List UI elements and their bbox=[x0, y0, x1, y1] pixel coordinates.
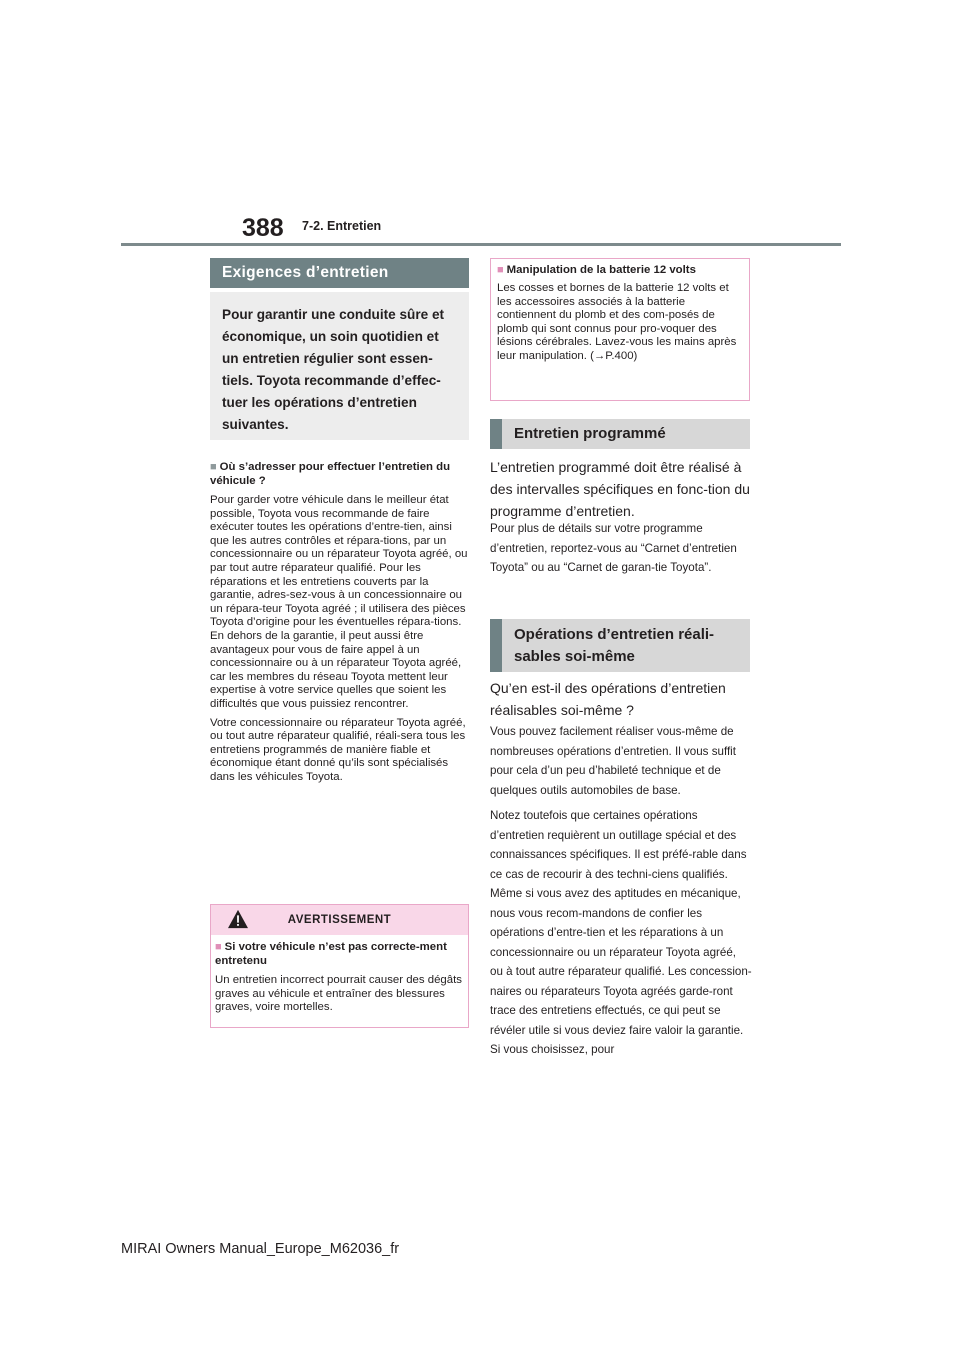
warning-subheading-text: Si votre véhicule n’est pas correcte-ment entretenu bbox=[215, 941, 447, 967]
section-heading-exigences: Exigences d’entretien bbox=[210, 258, 469, 288]
intro-box: Pour garantir une conduite sûre et économique, un soin quotidien et un entretien régulier sont essen-tiels. Toyota recommande d’effec-tuer les opérations d’entretien suivantes. bbox=[210, 292, 469, 440]
section-title: 7-2. Entretien bbox=[302, 219, 382, 233]
programme-body: Pour plus de détails sur votre programme d’entretien, reportez-vous au “Carnet d’entretien Toyota” ou au “Carnet de garan-tie Toyota”. bbox=[490, 522, 737, 574]
battery-text: Les cosses et bornes de la batterie 12 volts et les accessoires associés à la batterie contiennent du plomb et des com-posés de plomb qui sont connus pour pro-voquer des lésions cérébrales. Lavez-vous les mains après leur manipulation. (→P.400) bbox=[497, 282, 737, 362]
warning-triangle-icon bbox=[227, 909, 249, 929]
square-bullet-icon: ■ bbox=[210, 461, 217, 473]
header-rule bbox=[121, 243, 841, 246]
footer-manual-name: MIRAI Owners Manual_Europe_M62036_fr bbox=[121, 1241, 400, 1257]
paragraph: Pour garder votre véhicule dans le meilleur état possible, Toyota vous recommande de faire exécuter toutes les opérations d’entre-tien, ainsi que les autres contrôles et répara-tions, par un concessionnaire ou un réparateur Toyota agréé, ou par tout autre réparateur qualifié. Pour les réparations et les entretiens couverts par la garantie, adres-sez-vous à un concessionnaire ou un répara-teur Toyota agréé ; il utilisera des pièces Toyota d’origine pour les éventuelles répara-tions. En dehors de la garantie, il peut aussi être avantageux pour vous de faire appel à un concessionnaire ou à un réparateur Toyota agréé, car les membres du réseau Toyota mettent leur expertise à votre service quelles que soient les difficultés que vous puissiez rencontrer. bbox=[210, 494, 468, 710]
paragraph: Notez toutefois que certaines opérations d’entretien requièrent un outillage spécial et des connaissances spécifiques. Il est préfé-rable dans ce cas de recourir à des techni-ciens qualifiés. Même si vous avez des aptitudes en mécanique, nous vous recom-mandons de confier les opérations d’entre-tien et les réparations à un concessionnaire ou un réparateur Toyota agréé, ou à tout autre réparateur qualifié. Les concession-naires ou réparateurs Toyota agréés garde-ront trace des entretiens effectués, ce qui peut se révéler utile si vous deviez faire valoir la garantie. Si vous choisissez, pour bbox=[490, 809, 752, 1056]
battery-caution-box bbox=[490, 258, 750, 401]
paragraph: Vous pouvez facilement réaliser vous-même de nombreuses opérations d’entretien. Il vous suffit pour cela d’un peu d’habileté technique et de quelques outils automobiles de base. bbox=[490, 725, 736, 797]
page-number: 388 bbox=[242, 214, 284, 242]
warning-title: AVERTISSEMENT bbox=[287, 914, 392, 926]
subheading-text: Où s’adresser pour effectuer l’entretien du véhicule ? bbox=[210, 461, 451, 487]
square-bullet-icon: ■ bbox=[497, 264, 504, 276]
square-bullet-icon: ■ bbox=[215, 941, 222, 953]
warning-box bbox=[210, 904, 469, 1028]
battery-subheading bbox=[497, 263, 743, 277]
warning-header bbox=[211, 905, 468, 935]
section-heading-programme: Entretien programmé bbox=[490, 419, 750, 449]
left-body bbox=[210, 494, 470, 789]
operations-lead: Qu’en est-il des opérations d’entretien réalisables soi-même ? bbox=[490, 680, 726, 718]
section-heading-operations: Opérations d’entretien réali-sables soi-même bbox=[490, 619, 750, 672]
programme-lead: L’entretien programmé doit être réalisé à des intervalles spécifiques en fonc-tion du programme d’entretien. bbox=[490, 459, 750, 519]
battery-subheading-text: Manipulation de la batterie 12 volts bbox=[506, 264, 696, 276]
operations-body bbox=[490, 722, 752, 1066]
paragraph: Votre concessionnaire ou réparateur Toyota agréé, ou tout autre réparateur qualifié, réali-sera tous les entretiens programmés de manière fiable et économique étant donné qu’ils sont spécialisés dans les véhicules Toyota. bbox=[210, 716, 466, 783]
warning-text: Un entretien incorrect pourrait causer des dégâts graves au véhicule et entraîner des blessures graves, voire mortelles. bbox=[215, 974, 462, 1014]
subheading-where-maintenance bbox=[210, 460, 470, 488]
warning-subheading bbox=[215, 940, 465, 968]
